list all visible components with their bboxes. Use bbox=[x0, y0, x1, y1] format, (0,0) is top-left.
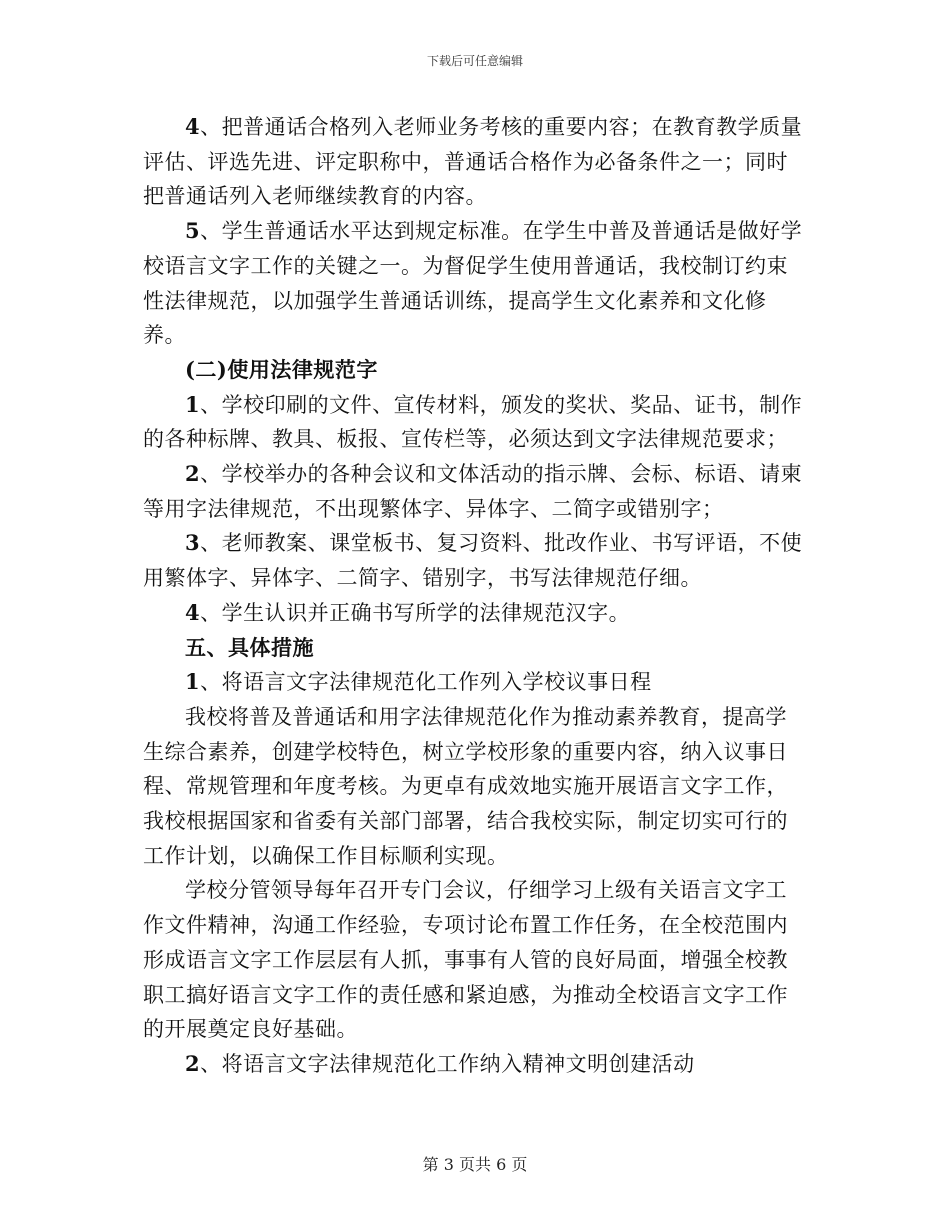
paragraph: 4、学生认识并正确书写所学的法律规范汉字。 bbox=[185, 599, 631, 625]
paragraph: 1、学校印刷的文件、宣传材料，颁发的奖状、奖品、证书，制作的各种标牌、教具、板报、宣传栏等，必须达到文字法律规范要求； bbox=[143, 391, 803, 452]
paragraph: 我校将普及普通话和用字法律规范化作为推动素养教育，提高学生综合素养，创建学校特色，树立学校形象的重要内容，纳入议事日程、常规管理和年度考核。为更卓有成效地实施开展语言文字工作，我校根据国家和省委有关部门部署，结合我校实际，制定切实可行的工作计划，以确保工作目标顺利实现。 bbox=[143, 704, 788, 868]
paragraph: 3、老师教案、课堂板书、复习资料、批改作业、书写评语，不使用繁体字、异体字、二简字、错别字，书写法律规范仔细。 bbox=[143, 530, 803, 591]
paragraph: 2、将语言文字法律规范化工作纳入精神文明创建活动 bbox=[185, 1050, 695, 1076]
page-footer: 第 3 页共 6 页 bbox=[422, 1155, 528, 1174]
paragraph: 学校分管领导每年召开专门会议，仔细学习上级有关语言文字工作文件精神，沟通工作经验，专项讨论布置工作任务，在全校范围内形成语言文字工作层层有人抓，事事有人管的良好局面，增强全校教职工搞好语言文字工作的责任感和紧迫感，为推动全校语言文字工作的开展奠定良好基础。 bbox=[143, 878, 788, 1042]
document-body bbox=[143, 110, 808, 1082]
paragraph: 4、把普通话合格列入老师业务考核的重要内容；在教育教学质量评估、评选先进、评定职称中，普通话合格作为必备条件之一；同时把普通话列入老师继续教育的内容。 bbox=[143, 114, 803, 209]
section-heading: 五、具体措施 bbox=[185, 634, 314, 660]
paragraph: 2、学校举办的各种会议和文体活动的指示牌、会标、标语、请柬等用字法律规范，不出现繁体字、异体字、二简字或错别字； bbox=[143, 461, 803, 521]
paragraph: 1、将语言文字法律规范化工作列入学校议事日程 bbox=[185, 669, 652, 695]
paragraph: 5、学生普通话水平达到规定标准。在学生中普及普通话是做好学校语言文字工作的关键之一。为督促学生使用普通话，我校制订约束性法律规范，以加强学生普通话训练，提高学生文化素养和文化修养。 bbox=[143, 218, 803, 348]
page-header: 下载后可任意编辑 bbox=[426, 54, 523, 68]
section-heading: (二)使用法律规范字 bbox=[185, 356, 378, 382]
